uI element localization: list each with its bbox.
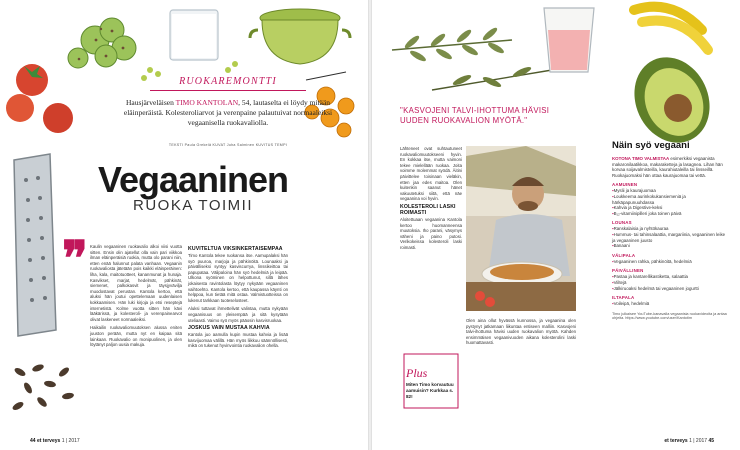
plus-title: Plus bbox=[406, 366, 428, 380]
right-col1-paragraph-2: Aloitettuaan vegaanina Kantola kertoo huomanneensa muutoksia. Iho parani, väsymys väheni ja paino putosi. Verikokeissa kolesteroli laski roimasti. bbox=[400, 216, 462, 250]
left-magazine-name: et terveys bbox=[36, 438, 61, 444]
grater-illustration bbox=[4, 150, 64, 340]
vegetable-illustration-top-right bbox=[372, 0, 740, 150]
list-item: ▪Voileipä, hedelmiä bbox=[612, 301, 650, 307]
left-col2-paragraph-1: Timo Kantola tekee ruokansa itse. Aamupalaksi hän syö puuroa, marjoja ja pähkinöitä. Lounaaksi ja päivälliseksi syntyy kasviscurrya, linssikeittoa tai papupataa. Välipaloina hän syö hedelmiä ja leipää. Ulkona syöminen on helpottunut, sillä lähes jokaisesta ravintolasta löytyy nykyään vegaaninen vaihtoehto. Kantola kertoo, että kaupassa käynti on helppoa, kun tietää mitä ostaa. Valmistuotteissa on lukenut tarkkaan tuoteselosteet. bbox=[188, 253, 288, 303]
list-item: ▪Pastaa ja kantarellikastiketta, salaattia bbox=[612, 274, 688, 280]
left-col2-paragraph-3: Kantola juo aamulla kupin mustaa kahvia ja lisää kasvijuomaa välillä. Hän myös liikkuu säännöllisesti, mikä on tukenut hyvinvointia ruokavalion ohella. bbox=[188, 332, 288, 349]
right-page bbox=[372, 0, 740, 450]
pull-quote: "KASVOJENI TALVI-IHOTTUMA HÄVISI UUDEN RUOKAVALION MYÖTÄ." bbox=[400, 106, 550, 125]
left-issue: 1 | 2017 bbox=[61, 438, 80, 444]
article-credits: TEKSTI Paula Grekelä KUVAT Juha Salminen KUVITUS TEMPI bbox=[168, 143, 288, 147]
right-col1-heading: KOLESTEROLI LASKI ROIMASTI bbox=[400, 203, 456, 216]
left-col2-paragraph-2: Aluksi tuttavat ihmettelivät valintaa, mutta nykyään vegaanisuus on yleisempää ja sitä kysytään uteliaasti. Vaimo syö myös pääosin kasvisruokaa. bbox=[188, 306, 288, 323]
article-lead bbox=[118, 98, 338, 128]
left-col1-paragraph-2: Haikailin ruokavaliomuutoksen alussa eniten juuston perään, mutta nyt en kaipaa sitä lainkaan. Ruokavalio on monipuolinen, ja olen löytänyt paljon uusia makuja. bbox=[90, 325, 182, 348]
left-folio bbox=[30, 438, 80, 444]
list-item: ▪Viiltejä bbox=[612, 279, 627, 285]
portrait-photo bbox=[466, 146, 576, 311]
lead-name: TIMO KANTOLAN bbox=[175, 98, 239, 107]
list-item: ▪Ranskalaisia ja nyhtökauraa bbox=[612, 226, 669, 232]
sidebar-note: Timo julkaisee YouTube-kanavalla vegaanisia ruokavideoita ja antaa ohjeita. https://www.youtube.com/user/Kantotim bbox=[612, 311, 727, 321]
right-folio bbox=[664, 438, 714, 444]
section-title-paivallinen: PÄIVÄLLINEN bbox=[612, 268, 644, 274]
left-column-2 bbox=[188, 244, 288, 349]
right-col1-paragraph-1: Lähteneet ovat suhtautuneet ruokavaliomuutokseeni hyvin. En kokkaa itse, mutta vaimoni tekee mielellään ruokaa. Joita voimme molemmat syödä. Äitini päivittelee toisinaan vieläkin, etten jaa edes maitoa. Olen kuitenkin saanut hänet vakuutetuksi siitä, että näe vegaanina voi hyvin. bbox=[400, 146, 462, 202]
article-kicker: RUOKAREMONTTI bbox=[179, 76, 277, 87]
section-title-valipala: VÄLIPALA bbox=[612, 252, 636, 258]
kicker-divider bbox=[150, 90, 306, 91]
section-title-iltapala: ILTAPALA bbox=[612, 295, 635, 301]
list-item: ▪Kahvia ja Digestive-keksi bbox=[612, 205, 663, 211]
list-item: ▪Jälkiruoaksi hedelmä tai vegaaninen jogurtti bbox=[612, 285, 699, 291]
diet-sidebar bbox=[612, 140, 728, 321]
list-item: ▪Myslii ja kaurajuomaa bbox=[612, 188, 656, 194]
sidebar-intro-text: esimerkiksi vegaanista makaronilaatikkoa, makaraketteja ja lasagnea. Lihan hän korvaa soijavalmisteilla, kaurahiutaleilla tai linsseillä. Ruokajuomaksi hän ottaa kaurajuomaa tai vettä. bbox=[612, 156, 723, 178]
list-item: ▪Vegaaninen rahka, pähkinöitä, hedelmiä bbox=[612, 258, 692, 264]
sidebar-intro bbox=[612, 156, 728, 178]
right-col2-paragraph: Olen aina ollut hyvässä kunnossa, ja vegaanina olen pystynyt jatkamaan liikuntaa entiseen malliin. Kasvojeni talvi-ihottuma hävisi uuden ruokavalion myötä. Kahden ensimmäisen vegaanivuoden aikana kolesterolini laski huomattavasti. bbox=[466, 318, 576, 346]
lead-text-post: , 54, lautaselta ei löydy mitään eläinperäistä. Kolesteroliarvot ja verenpaine palautuivat normaaleiksi vegaanisella ruokavaliolla. bbox=[123, 98, 333, 127]
left-page bbox=[0, 0, 368, 450]
right-column-2 bbox=[466, 318, 576, 346]
list-item: ▪Banaani bbox=[612, 243, 630, 249]
lead-text-pre: Hausjärveläisen bbox=[125, 98, 176, 107]
article-subtitle: RUOKA TOIMII bbox=[133, 197, 253, 214]
section-title-aamuinen: AAMUINEN bbox=[612, 182, 638, 188]
right-magazine-name: et terveys bbox=[664, 438, 688, 444]
list-item: ▪B₁₂-vitamiinipilleri joka toinen päivä bbox=[612, 210, 682, 216]
section-title-lounas: LOUNAS bbox=[612, 220, 632, 226]
plus-body: Miten Timo korvautuu aamuisin? Kurkkaa s. 82! bbox=[406, 382, 454, 399]
plus-box bbox=[402, 366, 460, 399]
left-page-number: 44 bbox=[30, 438, 36, 444]
left-col1-paragraph-1: Kaulin vegaaninen ruokavalio alkoi viisi vuotta sitten. Ensin olin ajatellut olla vain pari viikkoa ilman eläinperäisiä ruokia, mutta olo parani niin, etten enää halunnut palata vanhaan. Vegaanin ruokavaliosta jätetään pois kaikki eläinperäinen: liha, kala, maitotuotteet, kananmunat ja hunaja. Kasvikset, marjat, hedelmät, pähkinät, siemenet, palkokasvit ja täysjyvävilja muodostavat perustan. Kantola kertoo, että aluksi hän joutui opettelemaan uudenlaisen kokkaamisen. Hän luki kirjoja ja etsi reseptejä internetistä. Kolme vuotta sitten hän kävi lääkärissä, ja kolesteroli- ja verenpainearvot olivat laskeneet normaaleiksi. bbox=[90, 244, 182, 322]
left-col2-heading-1: KUVITELTUA VIKSINKERTAISEMPAA bbox=[188, 246, 283, 252]
right-page-number: 45 bbox=[708, 438, 714, 444]
left-col2-heading-2: JOSKUS VAIN MUSTAA KAHVIA bbox=[188, 325, 270, 332]
sidebar-title: Näin syö vegaani bbox=[612, 140, 690, 151]
photo-man-eating-illustration bbox=[466, 146, 576, 311]
article-title: Vegaaninen bbox=[97, 159, 289, 200]
right-issue: 1 | 2017 bbox=[689, 438, 708, 444]
list-item: ▪Loukkeema aurinkokukansiemeniä ja härkäpapunuuhdassa bbox=[612, 193, 686, 205]
left-column-1 bbox=[90, 244, 182, 348]
seeds-illustration bbox=[8, 360, 88, 420]
right-column-1 bbox=[400, 146, 462, 251]
sidebar-intro-label: KOTONA TIMO VALMISTAA bbox=[612, 156, 670, 161]
list-item: ▪Hummus- tai tahinsalaattia, margariinia, vegaaninen leike ja vegaaninen juusto bbox=[612, 231, 726, 243]
quote-mark-icon: ❞ bbox=[62, 233, 88, 286]
